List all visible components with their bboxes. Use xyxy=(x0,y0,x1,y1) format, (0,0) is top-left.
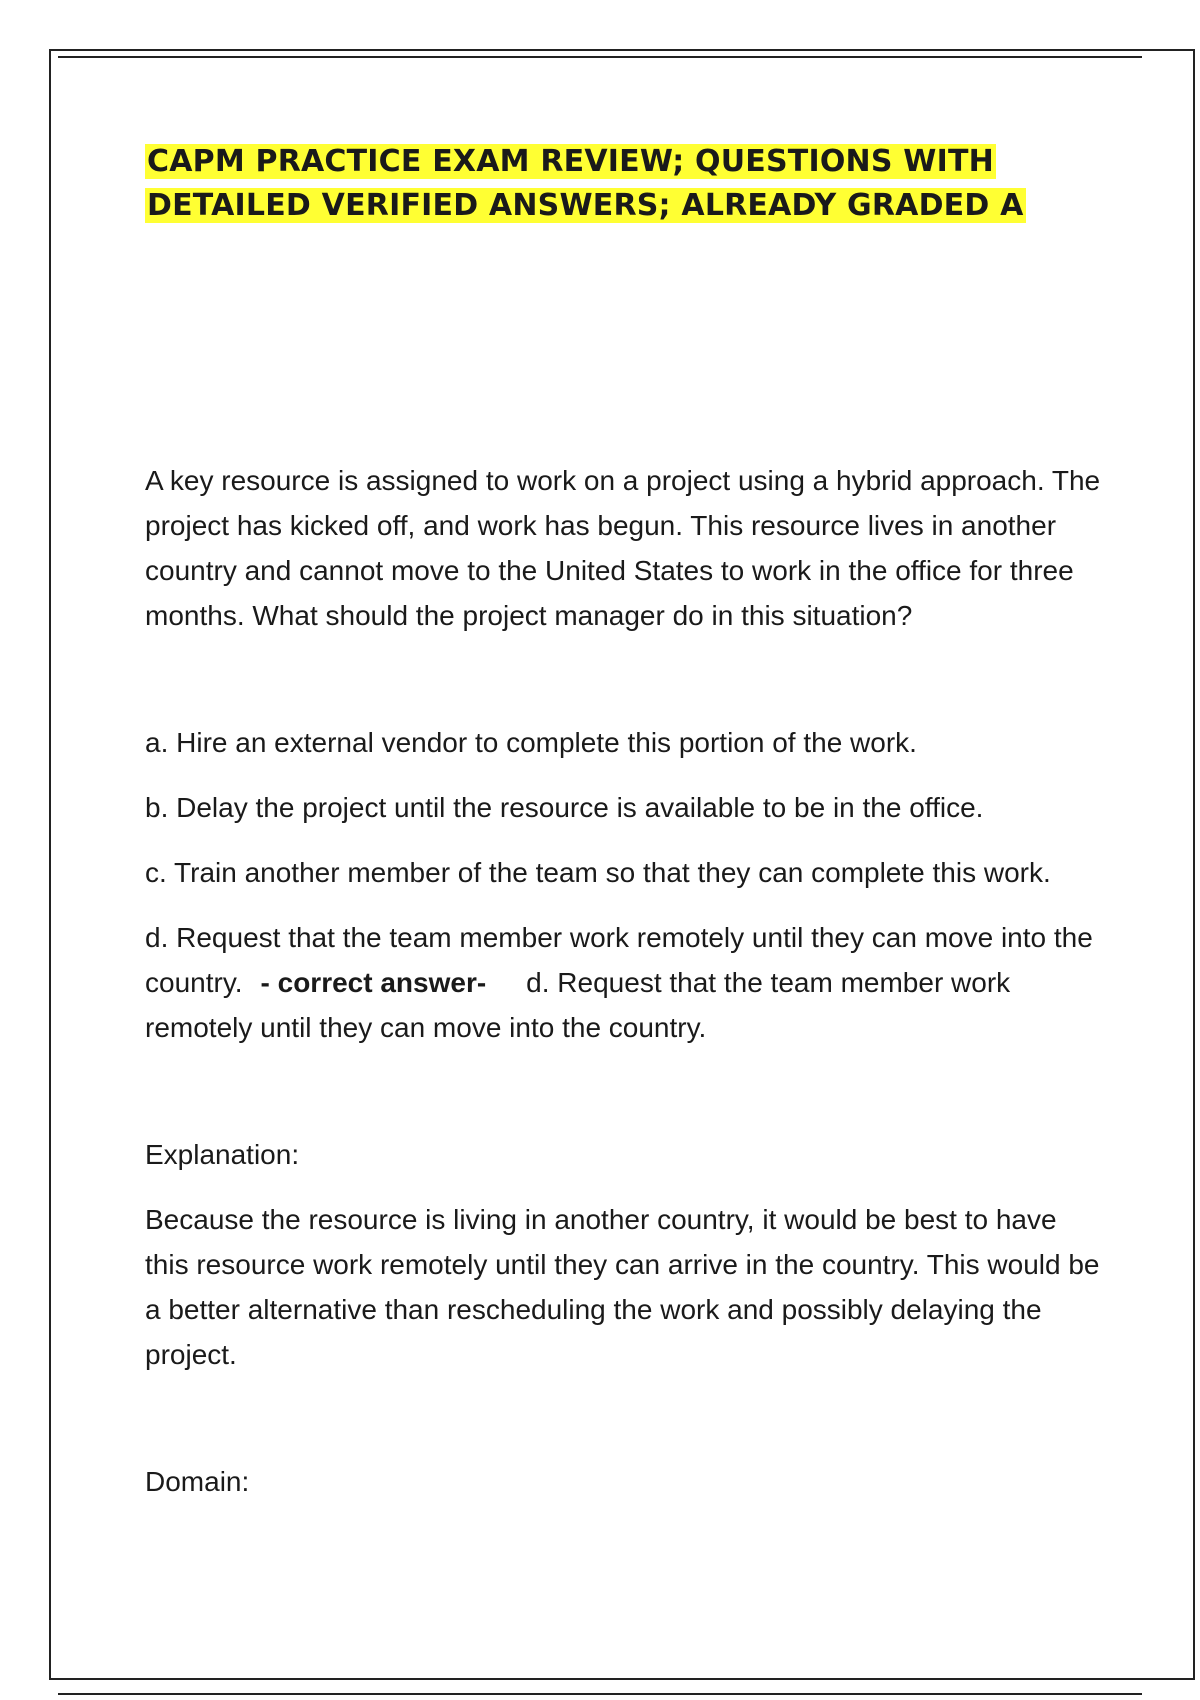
correct-answer-tag: - correct answer- xyxy=(260,967,487,998)
top-rule-line xyxy=(58,56,1142,58)
explanation-label: Explanation: xyxy=(145,1139,300,1170)
option-a: a. Hire an external vendor to complete this portion of the work. xyxy=(145,727,917,758)
option-d-with-answer xyxy=(145,915,1105,1050)
document-title xyxy=(145,140,1105,228)
bottom-rule-line xyxy=(58,1693,1142,1695)
correct-answer-text: d. Request that the team member work remotely until they can move into the country. xyxy=(145,967,1011,1043)
explanation-text: Because the resource is living in another country, it would be best to have this resource work remotely until they can arrive in the country. This would be a better alternative than rescheduling the work and possibly delaying the project. xyxy=(145,1204,1100,1370)
domain-label: Domain: xyxy=(145,1466,250,1497)
option-b: b. Delay the project until the resource is available to be in the office. xyxy=(145,792,984,823)
document-body xyxy=(145,140,1105,1504)
title-line-2: DETAILED VERIFIED ANSWERS; ALREADY GRADED A xyxy=(147,188,1024,223)
option-d: d. Request that the team member work remotely until they can move into the country. xyxy=(145,922,1093,998)
question-text: A key resource is assigned to work on a project using a hybrid approach. The project has kicked off, and work has begun. This resource lives in another country and cannot move to the United States to work in the office for three months. What should the project manager do in this situation? xyxy=(145,465,1101,631)
option-c: c. Train another member of the team so that they can complete this work. xyxy=(145,857,1051,888)
title-line-1: CAPM PRACTICE EXAM REVIEW; QUESTIONS WITH xyxy=(147,144,994,179)
